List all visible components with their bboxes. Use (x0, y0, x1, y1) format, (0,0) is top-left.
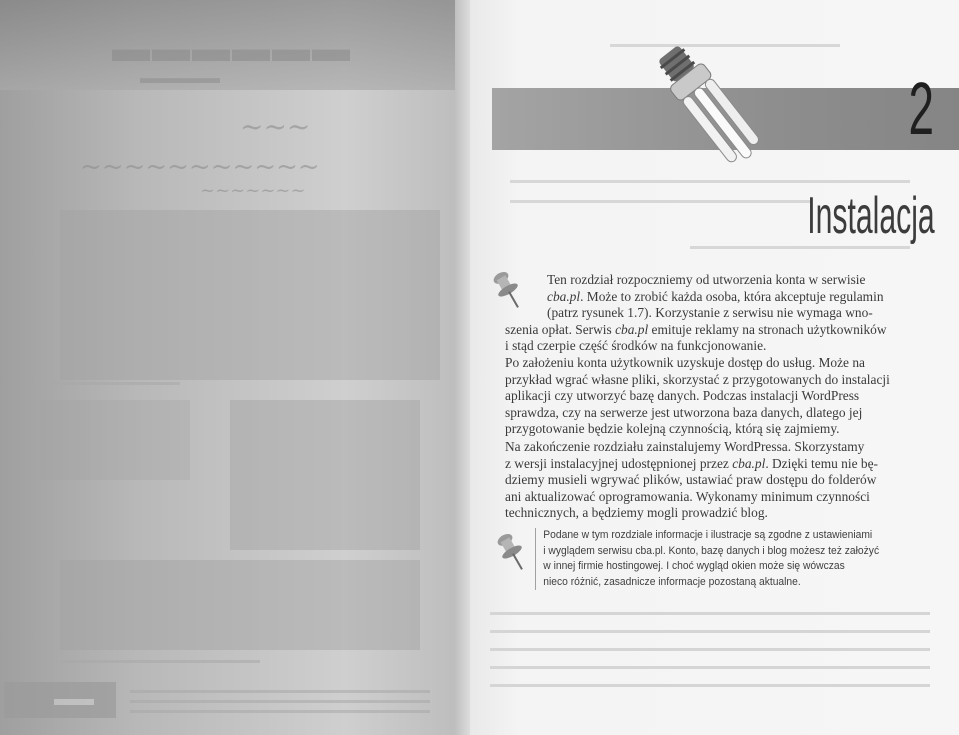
text-line: przygotowanie będzie kolejną czynnością, którą się zajmiemy. (505, 421, 840, 437)
left-page-ghost-subheading: ▬▬▬▬▬ (140, 70, 220, 87)
left-page-handwriting: ~~~ (240, 110, 311, 143)
paragraph-wordpress (505, 439, 929, 522)
left-page-ghost-line (130, 700, 430, 703)
text-line: aplikacji czy utworzyć bazę danych. Podczas instalacji WordPress (505, 388, 860, 404)
left-page-ghost-line (130, 710, 430, 713)
text-line: sprawdza, czy na serwerze jest utworzona baza danych, dlatego jej (505, 404, 863, 420)
chapter-title: Instalacja (807, 187, 935, 245)
lightbulb-icon (640, 30, 780, 180)
note-line: Podane w tym rozdziale informacje i ilustracje są zgodne z ustawieniami (543, 529, 873, 541)
left-page-handwriting: ~~~~~~~~~~~ (80, 152, 320, 182)
left-page-ghost-line (40, 382, 180, 385)
text-line: Na zakończenie rozdziału zainstalujemy WordPressa. Skorzystamy (505, 439, 865, 454)
text-line: ani aktualizować oprogramowania. Wykonamy minimum czynności (505, 488, 870, 504)
left-page-ghost-figure (60, 210, 440, 380)
left-page-ghost-line (130, 690, 430, 693)
text-line: Ten rozdział rozpoczniemy od utworzenia konta w serwisie (547, 272, 866, 287)
note-line: nieco różnić, zasadnicze informacje pozostaną aktualne. (543, 575, 801, 588)
text-line: (patrz rysunek 1.7). Korzystanie z serwisu nie wymaga wno- (547, 305, 873, 321)
note-box (535, 528, 911, 590)
show-through-line (490, 648, 930, 651)
text-line: przykład wgrać własne pliki, skorzystać z przygotowanych do instalacji (505, 371, 890, 387)
show-through-line (690, 246, 910, 249)
text-line: szenia opłat. Serwis cba.pl emituje reklamy na stronach użytkowników (505, 321, 887, 337)
left-page-handwriting: ~~~~~~~ (200, 180, 306, 201)
text-line: cba.pl. Może to zrobić każda osoba, która akceptuje regulamin (547, 288, 884, 304)
show-through-line (490, 630, 930, 633)
left-page-ghost-figure (60, 560, 420, 650)
pushpin-icon (494, 530, 530, 574)
note-line: i wyglądem serwisu cba.pl. Konto, bazę danych i blog możesz też założyć (543, 544, 880, 557)
chapter-number: 2 (908, 67, 934, 150)
text-line: dziemy musieli wgrywać plików, ustawiać praw dostępu do folderów (505, 472, 877, 488)
show-through-line (490, 684, 930, 687)
show-through-line (490, 666, 930, 669)
text-line: Po założeniu konta użytkownik uzyskuje dostęp do usług. Może na (505, 355, 865, 370)
left-page-publisher-logo: ▬▬ (4, 682, 116, 718)
show-through-line (510, 180, 910, 183)
right-page (470, 0, 959, 735)
left-page-ghost-line (60, 660, 260, 663)
left-page (0, 0, 460, 735)
left-page-ghost-figure (230, 400, 420, 550)
paragraph-intro (505, 272, 929, 355)
paragraph-services (505, 355, 929, 438)
left-page-ghost-heading: ▬▬▬▬▬▬ (110, 28, 350, 70)
left-page-ghost-figure (40, 400, 190, 480)
text-line: technicznych, a będziemy mogli prowadzić blog. (505, 505, 768, 521)
show-through-line (490, 612, 930, 615)
show-through-line (510, 200, 810, 203)
text-line: i stąd czerpie część środków na funkcjonowanie. (505, 338, 767, 354)
note-line: w innej firmie hostingowej. I choć wygląd okien może się wówczas (543, 560, 845, 572)
text-line: z wersji instalacyjnej udostępnionej przez cba.pl. Dzięki temu nie bę- (505, 455, 878, 471)
